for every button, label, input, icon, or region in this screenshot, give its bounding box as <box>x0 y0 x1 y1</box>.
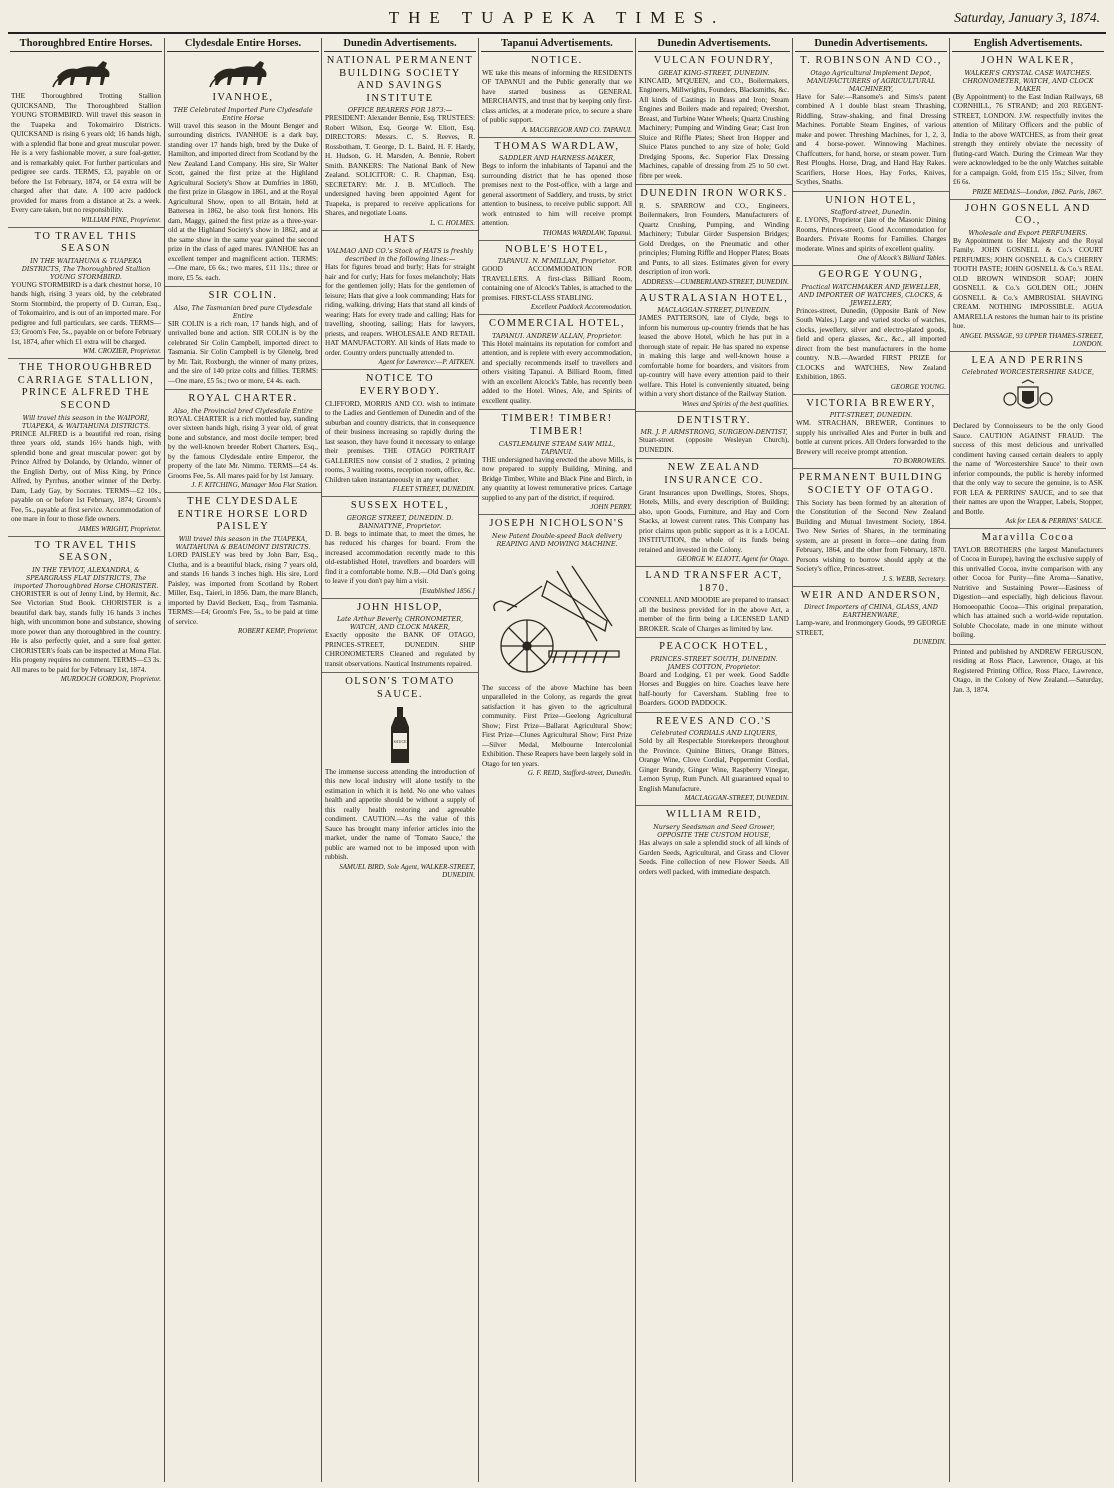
ad-title: GEORGE YOUNG, <box>818 269 924 281</box>
advertisement <box>8 362 164 536</box>
ad-body: WM. STRACHAN, BREWER, Continues to supply his unrivalled Ales and Porter in bulk and bottle at current prices. All Orders forwarded to the Brewery will receive prompt attention. <box>796 419 946 456</box>
ad-signature: WILLIAM PINE, Proprietor. <box>81 215 161 224</box>
ad-signature: A. MACGREGOR AND CO. TAPANUI. <box>521 125 632 134</box>
advertisement <box>322 676 478 881</box>
ad-subtitle: SADDLER AND HARNESS-MAKER, <box>498 154 616 163</box>
ad-title: JOHN HISLOP, <box>357 601 443 613</box>
ad-body: The immense success attending the introduction of this new local industry will alone testify to the estimation in which it is held. No one who values health and appetite should be without a supply of this really health restoring and agreeable condiment. CAUTION.—As the value of this Sauce has brought many inferior articles into the market, under the name of 'Tomato Sauce,' the public are warned not to be imposed upon with rubbish. <box>325 767 475 862</box>
ad-title: AUSTRALASIAN HOTEL, <box>639 292 789 304</box>
advertisement <box>8 540 164 687</box>
advertisement <box>322 602 478 674</box>
ad-subtitle: PRINCES-STREET SOUTH, DUNEDIN. JAMES COTTON, Proprietor. <box>650 654 778 671</box>
ad-title: Maravilla Cocoa <box>981 532 1075 544</box>
ad-body: PRINCE ALFRED is a beautiful red roan, rising three years old, stands 16½ hands high, with splendid bone and great muscular power: got by Prince Alfred by Dolando, by Orlando, winner of the English Derby, out of Miss King, by Prince Alfred, by Pyrrhus, another winner of the Derby. Dam, Lady Gay, by Socrates. TERMS—£2 10s., payable on or before 1st February, 1874; Groom's Fee, 5s., payable at first service. Accommodation of one mare in four to those fide owners. <box>11 429 161 524</box>
ad-title: NEW ZEALAND INSURANCE CO. <box>664 462 764 486</box>
sauce-bottle-illustration <box>325 705 475 765</box>
ad-subtitle: Celebrated WORCESTERSHIRE SAUCE, <box>961 368 1095 377</box>
ad-signature: Ask for LEA & PERRINS' SAUCE. <box>1005 517 1103 526</box>
ad-title: TO TRAVEL THIS SEASON <box>34 230 138 255</box>
ad-title: NOTICE TO EVERYBODY. <box>359 373 441 398</box>
advertisement <box>636 188 792 290</box>
ad-signature: MURDOCH GORDON, Proprietor. <box>60 675 161 684</box>
ad-title: VICTORIA BREWERY, <box>806 397 936 409</box>
ad-subtitle: Will travel this season in the TUAPEKA, WAITAHUNA & BEAUMONT DISTRICTS. <box>175 535 311 552</box>
ad-body: ROYAL CHARTER is a rich mottled bay, standing over sixteen hands high, rising 3 year old, of great bone and substance, and most docile temper; bred by the well-known breeder Robert Charters, Esq., by the famous Clydesdale entire Emperor, the property of the late Mr. Nimmo. TERMS—£4 4s. Grooms Fee, 5s. All mares paid for by 1st January. <box>168 414 318 480</box>
advertisement <box>636 293 792 412</box>
ad-signature: ADDRESS:—CUMBERLAND-STREET, DUNEDIN. <box>641 277 789 286</box>
ad-signature: J. F. KITCHING, Manager Moa Flat Station. <box>191 481 318 490</box>
column-4 <box>479 38 635 1482</box>
ad-title: REEVES AND CO.'S <box>655 715 773 727</box>
ad-subtitle: TAPANUI. ANDREW ALLAN, Proprietor. <box>492 331 622 340</box>
advertisement <box>793 590 949 650</box>
ad-title: COMMERCIAL HOTEL, <box>489 318 625 330</box>
ad-body: (By Appointment) to the East Indian Railways, 68 CORNHILL, 76 STRAND; and 203 REGENT-STREET, LONDON. J.W. respectfully invites the attention of Military Officers and the public of India to the above WATCHES, as from their great strength they entirely obviate the necessity of fluting-card Watch. During the Crimean War they were acknowledged to be the only Watches suitable for a campaign. Gold, from £15 15s.; Silver, from £6 6s. <box>953 92 1103 187</box>
advertisement <box>8 55 164 228</box>
ad-title: WILLIAM REID, <box>666 809 762 821</box>
ad-subtitle: TAPANUI. N. M'MILLAN, Proprietor. <box>497 257 617 266</box>
column-header: English Advertisements. <box>952 38 1104 52</box>
ad-signature: GEORGE YOUNG. <box>890 382 946 391</box>
ad-subtitle: Direct Importers of CHINA, GLASS, AND EARTHENWARE, <box>804 603 938 620</box>
column-6 <box>793 38 949 1482</box>
ad-subtitle: PITT-STREET, DUNEDIN. <box>829 411 913 420</box>
ad-title: DENTISTRY. <box>676 414 752 426</box>
ad-body: JAMES PATTERSON, late of Clyde, begs to inform his numerous up-country friends that he has leased the above Hotel, which he has put in a thorough state of repair. He has spared no expense in making this large and well-known house a comfortable home for boarders, and visitors from up-country will have every attention paid to their welfare. This Hotel is conveniently situated, being within a very short distance of the Railway Station. <box>639 314 789 399</box>
column-header: Dunedin Advertisements. <box>795 38 947 52</box>
ad-subtitle: MACLAGGAN-STREET, DUNEDIN. <box>657 306 771 315</box>
ad-signature: TO BORROWERS. <box>892 457 946 466</box>
ad-body: Have for Sale:—Ransome's and Sims's patent combined A 1 double blast steam Thrashing, Riddling, Straw-shaking, and final Dressing Machines. Portable Steam Engines, of various make and power. Threshing Machines, for 1, 2, 3, and 4 horse-power. Winnowing Machines. Chaffcutters, for hand, horse, or steam power. Turn Rest Ploughs. Horse, Drag, and Hand Hay Rakes. Scarifiers, Horse Hoes, Hay Forks, Knives, Scythes, Snaths. <box>796 92 946 187</box>
advertisement <box>636 462 792 567</box>
ad-subtitle: Nursery Seedsman and Seed Grower, OPPOSITE THE CUSTOM HOUSE, <box>653 823 775 840</box>
column-5 <box>636 38 792 1482</box>
advertisement <box>322 55 478 231</box>
ad-signature: WM. CROZIER, Proprietor. <box>82 347 161 356</box>
ad-signature: ROBERT KEMP, Proprietor. <box>238 627 318 636</box>
ad-body: Princes-street, Dunedin, (Opposite Bank of New South Wales.) Large and varied stocks of watches, clocks, jewellery, silver and electro-plated goods, field and opera glasses, &c., &c., all imported direct from the best manufacturers in the home country. N.B.—Awarded FIRST PRIZE for CLOCKS and WATCHES, New Zealand Exhibition, 1865. <box>796 306 946 382</box>
ad-body: R. S. SPARROW and CO., Engineers, Boilermakers, Iron Founders, Manufacturers of Quartz Crushing, Pumping, and Winding Machinery; Tubular Girder Suspension Bridges; Gold Dredges, on the Pneumatic and other principles; Fluming Riffle and Hopper Plates; Boats and Punts, to all sizes. Estimates given for every description of iron work. <box>639 201 789 277</box>
ad-body: CHORISTER is out of Jenny Lind, by Hermit, &c. See Victorian Stud Book. CHORISTER is a beautiful dark bay, stands fully 16 hands 3 inches high, with uncommon bone and substance, showing more power than any thoroughbred in the country. He is also perfectly quiet, and a sure foal getter. CHORISTER's foals can be inspected at Mona Flat. His progeny requires no comment. TERMS—£3 3s. All mares to be paid for by February 1st, 1874. <box>11 589 161 674</box>
ad-title: T. ROBINSON AND CO., <box>800 55 942 66</box>
advertisement <box>793 398 949 470</box>
ad-signature: J. S. WEBB, Secretary. <box>882 574 946 583</box>
ad-signature: PRIZE MEDALS—London, 1862. Paris, 1867. <box>972 187 1103 196</box>
advertisement <box>479 244 635 316</box>
ad-title: ROYAL CHARTER. <box>188 393 298 405</box>
ad-body: CONNELL AND MOODIE are prepared to transact all the business provided for in the above Act, a member of the firm being a LICENSED LAND BROKER. Scale of Charges as limited by law. <box>639 596 789 633</box>
ad-body: WE take this means of informing the RESIDENTS OF TAPANUI and the Public generally that we have started business as GENERAL MERCHANTS, and trust that by keeping only first-class articles, at a moderate price, to secure a share of public support. <box>482 68 632 125</box>
columns <box>8 38 1106 1482</box>
ad-title: TO TRAVEL THIS SEASON, <box>34 539 138 564</box>
ad-title: HATS <box>383 233 417 245</box>
ad-title: NATIONAL PERMANENT BUILDING SOCIETY AND SAVINGS INSTITUTE <box>326 55 474 104</box>
ad-body: Declared by Connoisseurs to be the only Good Sauce. CAUTION AGAINST FRAUD. The success of this most delicious and unrivalled condiment having caused certain dealers to apply the name of 'Worcestershire Sauce' to their own inferior compounds, the public is hereby informed that the only way to secure the genuine, is to ASK FOR LEA & PERRINS' SAUCE, and to see that their names are upon the Wrapper, Labels, Stopper, and Bottle. <box>953 422 1103 516</box>
ad-subtitle: Stafford-street, Dunedin. <box>830 208 912 217</box>
ad-subtitle: Celebrated CORDIALS AND LIQUERS, <box>650 729 778 738</box>
ad-signature: THOMAS WARDLAW, Tapanui. <box>542 228 632 237</box>
ad-title: JOHN WALKER, <box>981 55 1075 66</box>
ad-subtitle: GREAT KING-STREET, DUNEDIN. <box>658 68 770 77</box>
ad-title: PEACOCK HOTEL, <box>659 641 769 653</box>
advertisement <box>8 231 164 360</box>
ad-body: Board and Lodging, £1 per week. Good Saddle Horses and Buggies on hire. Coaches leave here half-hourly for Caversham. Stabling free to Boarders. GOOD PADDOCK. <box>639 670 789 708</box>
ad-subtitle: WALKER'S CRYSTAL CASE WATCHES. CHRONOMETER, WATCH, AND CLOCK MAKER <box>962 68 1094 93</box>
ad-subtitle: IN THE TEVIOT, ALEXANDRA, & SPEARGRASS FLAT DISTRICTS, The imported Thoroughbred Horse CHORISTER. <box>13 565 159 590</box>
advertisement <box>479 413 635 515</box>
ad-subtitle: THE Celebrated Imported Pure Clydesdale Entire Horse <box>173 105 313 122</box>
advertisement <box>322 500 478 599</box>
ad-signature: DUNEDIN. <box>913 638 946 647</box>
ad-subtitle: Also, the Provincial bred Clydesdale Entire <box>173 406 313 415</box>
ad-title: THE CLYDESDALE ENTIRE HORSE LORD PAISLEY <box>177 496 309 533</box>
ad-signature: Agent for Lawrence:—P. AITKEN. <box>378 358 475 367</box>
column-header: Thoroughbred Entire Horses. <box>10 38 162 52</box>
column-2 <box>165 38 321 1482</box>
advertisement <box>165 496 321 638</box>
ad-body: THE undersigned having erected the above Mills, is now prepared to supply Building, Mining, and Bridge Timber, White and Black Pine and Birch, in any quantity at lowest remunerative prices. Cartage supplied to any part of the district, if required. <box>482 455 632 502</box>
ad-title: PERMANENT BUILDING SOCIETY OF OTAGO. <box>798 472 944 496</box>
ad-body: Has always on sale a splendid stock of all kinds of Garden Seeds, Agricultural, and Grass and Clover Seeds. Fine collection of new Flower Seeds. All orders well packed, with immediate despatch. <box>639 839 789 876</box>
ad-body: PRESIDENT: Alexander Bennie, Esq. TRUSTEES: Robert Wilson, Esq. George W. Eliott, Esq. DIRECTORS: Messrs. C. S. Reeves, R. Rossbotham, T. George, D. L. Baird, H. F. Hardy, H. Hudson, G. H. Marsden, A. Bennie, Robert Smith. BANKERS: The National Bank of New Zealand. SOLICITOR: C. R. Chapman, Esq. SECRETARY: Mr. J. B. M'Culloch. The undersigned having been appointed Agent for Tuapeka, is prepared to receive applications for Shares, and negotiate Loans. <box>325 114 475 218</box>
ad-title: VULCAN FOUNDRY, <box>653 55 775 66</box>
ad-signature: ANGEL PASSAGE, 93 UPPER THAMES-STREET, LONDON. <box>960 331 1103 348</box>
ad-body: YOUNG STORMBIRD is a dark chestnut horse, 10 hands high, rising 3 years old, by the celebrated Storm Stormbird, the property of D. Curran, Esq., of Tokomairiro, and is out of an imported mare. For pedigree and full particulars, see cards. TERMS—£3; Groom's Fee, 5s., payable on or before February 1st, 1874, after which £1 extra will be charged. <box>11 280 161 346</box>
ad-signature: One of Alcock's Billiard Tables. <box>857 254 946 263</box>
ad-body: KINCAID, M'QUEEN, and CO., Boilermakers, Engineers, Millwrights, Founders, Blacksmiths, &c. All kinds of Castings in Brass and Iron; Steam Engines and Boilers made and repaired; Overshot, Breast, and Turbine Water Wheels; Quartz Crushing Machinery; Pumping and Winding Gear; Cast Iron Sluice and Riffle Plates; Sheet Iron Hopper and Sluice Plates punched to any size of hole; Gold Dredging Spoons, &c. Superior Flax Dressing Machines, capable of dressing from 25 to 50 cwt. fibre per week. <box>639 76 789 180</box>
column-header: Clydesdale Entire Horses. <box>167 38 319 52</box>
ad-body: SIR COLIN is a rich roan, 17 hands high, and of unrivalled bone and action. SIR COLIN is by the celebrated Sir Colin Campbell, imported direct to Tasmania. Sir Colin Campbell is by Glenelg, bred by Mr. Tait, Roxburgh, the winner of many prizes, and the sire of 140 prize colts and fillies. TERMS:—One mare, £5 5s.; two or more, £4 4s. each. <box>168 319 318 385</box>
advertisement <box>793 195 949 267</box>
ad-subtitle: Late Arthur Beverly, CHRONOMETER, WATCH, AND CLOCK MAKER, <box>336 615 464 632</box>
advertisement <box>165 55 321 287</box>
ad-title: OLSON'S TOMATO SAUCE. <box>345 676 455 700</box>
advertisement <box>322 234 478 371</box>
ad-signature: G. F. REID, Stafford-street, Dunedin. <box>527 769 632 778</box>
ad-title: NOTICE. <box>531 55 583 66</box>
advertisement <box>479 141 635 241</box>
ad-body: THE Thoroughbred Trotting Stallion QUICKSAND, The Thoroughbred Stallion YOUNG STORMBIRD. Will travel this season in the Tuapeka and Tokomairiro Districts. QUICKSAND is rising 6 years old; 16 hands high, with a splendid flat bone and great muscular power. He is a very fashionable mover, a sure foal-getter, and is remarkably quiet. For further particulars and pedigree see cards. TERMS, £3, payable on or before the 1st February, 1874, or £4 extra will be charged after that date. A 100 acre paddock provided for mares from a distance at 2s. a week. Every care taken, but no responsibility. <box>11 92 161 214</box>
ad-body: E. LYONS, Proprietor (late of the Masonic Dining Rooms, Princes-street). Good Accommodation for Boarders. Private Rooms for Families. Charges moderate. Wines and spirits of excellent quality. <box>796 216 946 253</box>
issue-date: Saturday, January 3, 1874. <box>954 10 1100 25</box>
ad-subtitle: MR. J. P. ARMSTRONG, SURGEON-DENTIST, <box>640 428 788 437</box>
ad-body: Grant Insurances upon Dwellings, Stores, Shops, Hotels, Mills, and every description of Building; also, upon Goods, Furniture, and Hay and Corn Stacks, at lowest current rates. This Company has prior claims upon public support as it is a LOCAL INSTITUTION, the whole of its funds being retained and invested in the Colony. <box>639 488 789 554</box>
ad-body: LORD PAISLEY was bred by John Barr, Esq., Clutha, and is a beautiful black, rising 7 years old, and stands 16 hands 3 inches high. His sire, Lord Paisley, was imported from Scotland by Robert Miller, Esq., Taieri, in 1856. Dam, the mare Blanch, imported by David Beckett, Esq., from Tasmania. TERMS:—£4; Groom's Fee, 5s., to be paid at time of service. <box>168 551 318 626</box>
ad-title: LEA AND PERRINS <box>971 354 1085 366</box>
ad-body: Stuart-street (opposite Wesleyan Church), DUNEDIN. <box>639 436 789 454</box>
masthead <box>8 4 1106 34</box>
ad-body: Will travel this season in the Mount Benger and surrounding districts. IVANHOE is a dark bay, standing over 17 hands high, bred by the Duke of Hamilton, and imported direct from Scotland by the New Zealand Land Company. His sire, Sir Walter Scott, gained the first prize at the Highland Agricultural Society's Show at Dumfries in 1860, the first prize in Glasgow in 1861, and at the Royal Agricultural Show, open to all Britain, held at Battersea in 1862, he also took first honors. His dam, Maggy, gained the first prize as a three-year-old at the Highland Society's show in 1862, and at the same show in the same year gained the second prize in the class of aged mares. IVANHOE has an excellent temper and magnificent action. TERMS:—One mare, £6 6s.; two mares, £11 11s.; three or more, £5 5s. each. <box>168 121 318 282</box>
advertisement <box>479 318 635 410</box>
ad-title: LAND TRANSFER ACT, 1870. <box>645 570 783 594</box>
column-header: Dunedin Advertisements. <box>324 38 476 52</box>
advertisement <box>479 518 635 780</box>
ad-subtitle: IN THE WAITAHUNA & TUAPEKA DISTRICTS, The Thoroughbred Stallion YOUNG STORMBIRD. <box>21 256 151 281</box>
column-7 <box>950 38 1106 1482</box>
ad-body: Lamp-ware, and Ironmongery Goods, 99 GEORGE STREET, <box>796 619 946 637</box>
ad-title: SUSSEX HOTEL, <box>350 500 450 512</box>
ad-title: JOSEPH NICHOLSON'S <box>489 518 625 530</box>
advertisement <box>636 415 792 460</box>
ad-body: This Hotel maintains its reputation for comfort and attention, and is replete with every accommodation, and specially recommends itself to travellers and others visiting Tapanui. A Billiard Room, fitted with an excellent Alcock's Table, has recently been added to the Hotel. Wines, Ale, and Spirits of excellent quality. <box>482 339 632 405</box>
ad-signature: [Established 1856.] <box>419 586 475 595</box>
ad-subtitle: New Patent Double-speed Back delivery REAPING AND MOWING MACHINE. <box>492 531 622 548</box>
advertisement <box>950 55 1106 200</box>
ad-body: This Society has been formed by an alteration of the Constitution of the Second New Zealand Building and Mutual Investment Society, 1864. Two New Series of Shares, in the terminating system, are at present in force—one dating from February, 1864, and the other from February, 1870. Persons wishing to borrow should apply at the Society's office, Princes-street. <box>796 498 946 574</box>
advertisement <box>479 55 635 138</box>
ad-body: Exactly opposite the BANK OF OTAGO, PRINCES-STREET, DUNEDIN. SHIP CHRONOMETERS Cleaned and regulated by transit observations. Nautical Instruments repaired. <box>325 631 475 668</box>
ad-subtitle: Also, The Tasmanian bred pure Clydesdale Entire <box>173 303 313 320</box>
crest-illustration <box>953 379 1103 419</box>
ad-body: The success of the above Machine has been unparalleled in the Colony, as regards the great satisfaction it has given to the agricultural community. First Prize—Geelong Agricultural Show; First Prize—Ballarat Agricultural Show; First Prize—Clunes Agricultural Show; First Prize—Silver Medal, Melbourne Intercolonial Exhibition. These Reapers have been largely sold in Otago for ten years. <box>482 683 632 768</box>
advertisement <box>950 532 1106 645</box>
ad-subtitle: VALMAO AND CO.'s Stock of HATS is freshly described in the following lines:— <box>326 247 474 264</box>
advertisement <box>950 648 1106 699</box>
ad-signature: GEORGE W. ELIOTT, Agent for Otago. <box>677 555 789 564</box>
advertisement <box>636 809 792 880</box>
advertisement <box>165 290 321 390</box>
ad-signature: SAMUEL BIRD, Sole Agent, WALKER-STREET, DUNEDIN. <box>339 862 475 879</box>
advertisement <box>793 269 949 395</box>
ad-body: CLIFFORD, MORRIS AND CO. wish to intimate to the Ladies and Gentlemen of Dunedin and of the suburban and country districts, that in consequence of their business increasing so rapidly during the last season, they have found it necessary to enlarge their premises. THE OTAGO PORTRAIT GALLERIES now consist of 2 studios, 2 printing rooms, 3 waiting rooms, reception room, office, &c. Children taken instantaneously in any weather. <box>325 399 475 484</box>
ad-signature: Wines and Spirits of the best qualities. <box>681 399 789 408</box>
ad-signature: JOHN PERRY. <box>590 503 632 512</box>
ad-body: Sold by all Respectable Storekeepers throughout the Province. Quinine Bitters, Orange Bitters, Orange Wine, Clove Cordial, Peppermint Cordial, Ginger Brandy, Ginger Wine, Raspberry Vinegar, Lemon Syrup, Rum Punch. All guaranteed equal to English Manufacture. <box>639 737 789 793</box>
horse-illustration <box>11 55 161 89</box>
ad-title: TIMBER! TIMBER! TIMBER! <box>501 413 613 437</box>
ad-signature: L. C. HOLMES. <box>430 218 475 227</box>
ad-title: DUNEDIN IRON WORKS. <box>640 188 788 200</box>
ad-title: THOMAS WARDLAW, <box>494 140 620 152</box>
reaper-illustration <box>482 551 632 681</box>
advertisement <box>950 203 1106 352</box>
ad-body: Begs to inform the inhabitants of Tapanui and the surrounding district that he has opened those premises next to the Post-office, with a large and general assortment of Saddlery, and trusts, by strict attention to business, to receive public support. All work entrusted to him will receive prompt attention. <box>482 162 632 228</box>
ad-subtitle: Otago Agricultural Implement Depot, MANUFACTURERS of AGRICULTURAL MACHINERY, <box>806 68 936 93</box>
ad-subtitle: OFFICE BEARERS FOR 1873:— <box>347 106 453 115</box>
advertisement <box>950 355 1106 530</box>
ad-body: GOOD ACCOMMODATION FOR TRAVELLERS. A first-class Billiard Room, containing one of Alcock's Tables, is attached to the premises. FIRST-CLASS STABLING. <box>482 265 632 302</box>
ad-signature: MACLAGGAN-STREET, DUNEDIN. <box>684 794 789 803</box>
advertisement <box>322 373 478 497</box>
column-header: Dunedin Advertisements. <box>638 38 790 52</box>
ad-title: UNION HOTEL, <box>825 194 917 206</box>
advertisement <box>165 393 321 493</box>
ad-body: TAYLOR BROTHERS (the largest Manufacturers of Cocoa in Europe), having the exclusive supply of this unrivalled Cocoa, invite comparison with any other Cocoa for Purity—fine Aroma—Sanative, Nutritive and Sustaining Power—Easiness of Digestion—and especially, high delicious flavour. Homoeopathic Cocoa—This original preparation, which has attained such a world-wide reputation. Soluble Chocolate, made in one minute without boiling. <box>953 545 1103 640</box>
ad-title: IVANHOE, <box>212 92 274 103</box>
advertisement <box>636 641 792 713</box>
ad-title: THE THOROUGHBRED CARRIAGE STALLION, PRINCE ALFRED THE SECOND <box>17 362 155 411</box>
horse-illustration <box>168 55 318 89</box>
column-header: Tapanui Advertisements. <box>481 38 633 52</box>
svg-text:SAUCE: SAUCE <box>393 738 407 744</box>
ad-body: D. B. begs to intimate that, to meet the times, he has reduced his charges for board. From the increased accommodation recently made to this old-established Hotel, travellers and boarders will find it a comfortable home. N.B.—Old Dan's going to leave if you don't pay him a visit. <box>325 529 475 586</box>
ad-title: SIR COLIN. <box>208 290 278 302</box>
advertisement <box>793 55 949 192</box>
ad-subtitle: GEORGE STREET, DUNEDIN. D. BANNATYNE, Proprietor. <box>346 513 454 530</box>
advertisement <box>636 716 792 807</box>
ad-subtitle: Will travel this season in the WAIPORI, TUAPEKA, & WAITAHUNA DISTRICTS. <box>21 413 151 430</box>
ad-title: WEIR AND ANDERSON, <box>800 589 942 601</box>
ad-subtitle: Wholesale and Export PERFUMERS. <box>968 228 1088 237</box>
advertisement <box>636 570 792 638</box>
ad-subtitle: Practical WATCHMAKER AND JEWELLER, AND IMPORTER OF WATCHES, CLOCKS, & JEWELLERY, <box>798 282 944 307</box>
column-1 <box>8 38 164 1482</box>
column-3 <box>322 38 478 1482</box>
newspaper-title: THE TUAPEKA TIMES. <box>388 8 726 27</box>
advertisement <box>793 472 949 586</box>
ad-signature: FLEET STREET, DUNEDIN. <box>392 485 475 494</box>
ad-signature: Excellent Paddock Accommodation. <box>530 303 632 312</box>
ad-subtitle: CASTLEMAINE STEAM SAW MILL, TAPANUI. <box>498 439 616 456</box>
ad-title: JOHN GOSNELL AND CO., <box>965 202 1091 227</box>
ad-body: Hats for figures broad and burly; Hats for straight hair and for curly; Hats for foxes melancholy; Hats for the gentlemen jolly; Hats for the gentlemen of leisure; Hats that give a look commanding; Hats for riding, walking, driving; Hats that stand all kinds of wearing; Hats for every trade and calling; Hats for travelling, shooting, sailing; Hats for lawyers, priests, and reapers. WHOLESALE AND RETAIL HAT MANUFACTORY. All kinds of Hats made to order. Country orders punctually attended to. <box>325 263 475 357</box>
ad-signature: JAMES WRIGHT, Proprietor. <box>78 524 161 533</box>
ad-title: NOBLE'S HOTEL, <box>505 243 609 255</box>
ad-body: Printed and published by ANDREW FERGUSON, residing at Ross Place, Lawrence, Otago, at his Registered Printing Office, Ross Place, Lawrence, Otago, in the Colony of New Zealand.—Saturday, Jan. 3, 1874. <box>953 647 1103 694</box>
ad-body: By Appointment to Her Majesty and the Royal Family. JOHN GOSNELL & Co.'s COURT PERFUMES; JOHN GOSNELL & Co.'s CHERRY TOOTH PASTE; JOHN GOSNELL & Co.'s REAL OLD BROWN WINDSOR SOAP; JOHN GOSNELL & Co.'s GOLDEN OIL; JOHN GOSNELL & Co.'s AMBROSIAL SHAVING CREAM. NOTHING IMPOSSIBLE. AGUA AMARELLA restores the human hair to its pristine hue. <box>953 236 1103 331</box>
advertisement <box>636 55 792 185</box>
